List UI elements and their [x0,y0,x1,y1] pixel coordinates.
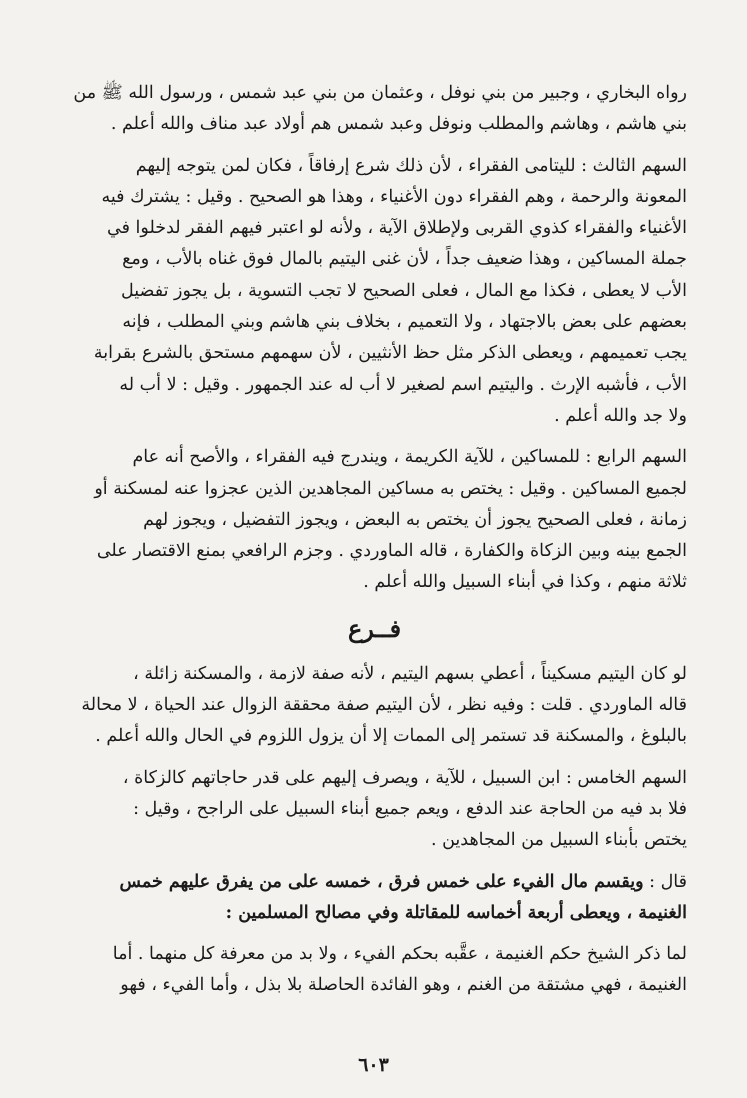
text-line: السهم الرابع : للمساكين ، للآية الكريمة ، ويندرج فيه الفقراء ، والأصح أنه عام [132,447,687,468]
text-line: لجميع المساكين . وقيل : يختص به مساكين المجاهدين الذين عجزوا عنه لمسكنة أو [94,478,687,499]
text-line: رواه البخاري ، وجبير من بني نوفل ، وعثمان من بني عبد شمس ، ورسول الله ﷺ من [73,83,687,103]
text-line: زمانة ، فعلى الصحيح يجوز أن يختص به البعض ، ويجوز التفضيل ، ويجوز لهم [143,509,687,530]
text-line: جملة المساكين ، وهذا ضعيف جداً ، لأن غنى اليتيم بالمال فوق غناه بالأب ، ومع [122,249,687,270]
text-line: الغنيمة ، فهي مشتقة من الغنم ، وهو الفائدة الحاصلة بلا بذل ، وأما الفيء ، فهو [120,975,687,996]
paragraph-hashim-lineage [62,78,687,141]
text-line: ولا جد والله أعلم . [554,405,687,426]
text-line: يختص بأبناء السبيل من المجاهدين . [430,830,687,851]
paragraph-third-share [62,151,687,433]
text-line [62,867,687,898]
text-line: قاله الماوردي . قلت : وفيه نظر ، لأن اليتيم صفة محققة الزوال عند الحياة ، لا محالة [81,695,687,716]
text-line: لو كان اليتيم مسكيناً ، أعطي بسهم اليتيم ، لأنه صفة لازمة ، والمسكنة زائلة ، [133,663,687,684]
text-line: الجمع بينه وبين الزكاة والكفارة ، قاله الماوردي . وجزم الرافعي بمنع الاقتصار على [96,541,687,562]
text-line: الغنيمة ، ويعطى أربعة أخماسه للمقاتلة وفي مصالح المسلمين : [225,902,687,923]
text-line: المعونة والرحمة ، وهم الفقراء دون الأغنياء ، وهذا هو الصحيح . وقيل : يشترك فيه [101,186,687,207]
matn-text: ويقسم مال الفيء على خمس فرق ، خمسه على من يفرق عليهم خمس [119,871,644,892]
text-line: بني هاشم ، وهاشم والمطلب ونوفل وعبد شمس هم أولاد عبد مناف والله أعلم . [110,114,687,135]
text-line: لما ذكر الشيخ حكم الغنيمة ، عقَّبه بحكم الفيء ، ولا بد من معرفة كل منهما . أما [112,944,687,965]
text-line: ثلاثة منهم ، وكذا في أبناء السبيل والله أعلم . [363,572,687,593]
text-line: فلا بد فيه من الحاجة عند الدفع ، ويعم جميع أبناء السبيل على الراجح ، وقيل : [133,798,687,819]
text-line: السهم الخامس : ابن السبيل ، للآية ، ويصرف إليهم على قدر حاجاتهم كالزكاة ، [122,767,687,788]
text-line: السهم الثالث : لليتامى الفقراء ، لأن ذلك شرع إرفاقاً ، فكان لمن يتوجه إليهم [135,155,687,176]
paragraph-fourth-share [62,442,687,598]
paragraph-commentary [62,939,687,1002]
text-line: الأب ، فأشبه الإرث . واليتيم اسم لصغير لا أب له عند الجمهور . وقيل : لا أب له [119,374,687,395]
text-line: بالبلوغ ، والمسكنة قد تستمر إلى الممات إلا أن يزول اللزوم في الحال والله أعلم . [95,726,687,747]
text-line: الأغنياء والفقراء كذوي القربى ولإطلاق الآية ، ولأنه لو اعتبر فيهم الفقر لدخلوا في [107,218,687,239]
matn-prefix: قال : [643,871,687,892]
section-heading: فــرع [347,613,402,643]
text-line: الأب لا يعطى ، فكذا مع المال ، فعلى الصحيح لا تجب التسوية ، بل يجوز تفضيل [121,280,687,301]
text-line: بعضهم على بعض بالاجتهاد ، ولا التعميم ، بخلاف بني هاشم وبني المطلب ، فإنه [122,312,687,333]
paragraph-orphan-poor [62,659,687,753]
paragraph-fifth-share [62,763,687,857]
page-number: ٦٠٣ [358,1054,389,1076]
paragraph-matn [62,867,687,930]
text-line: يجب تعميمهم ، ويعطى الذكر مثل حظ الأنثيين ، لأن سهمهم مستحق بالشرع بقرابة [93,343,687,364]
